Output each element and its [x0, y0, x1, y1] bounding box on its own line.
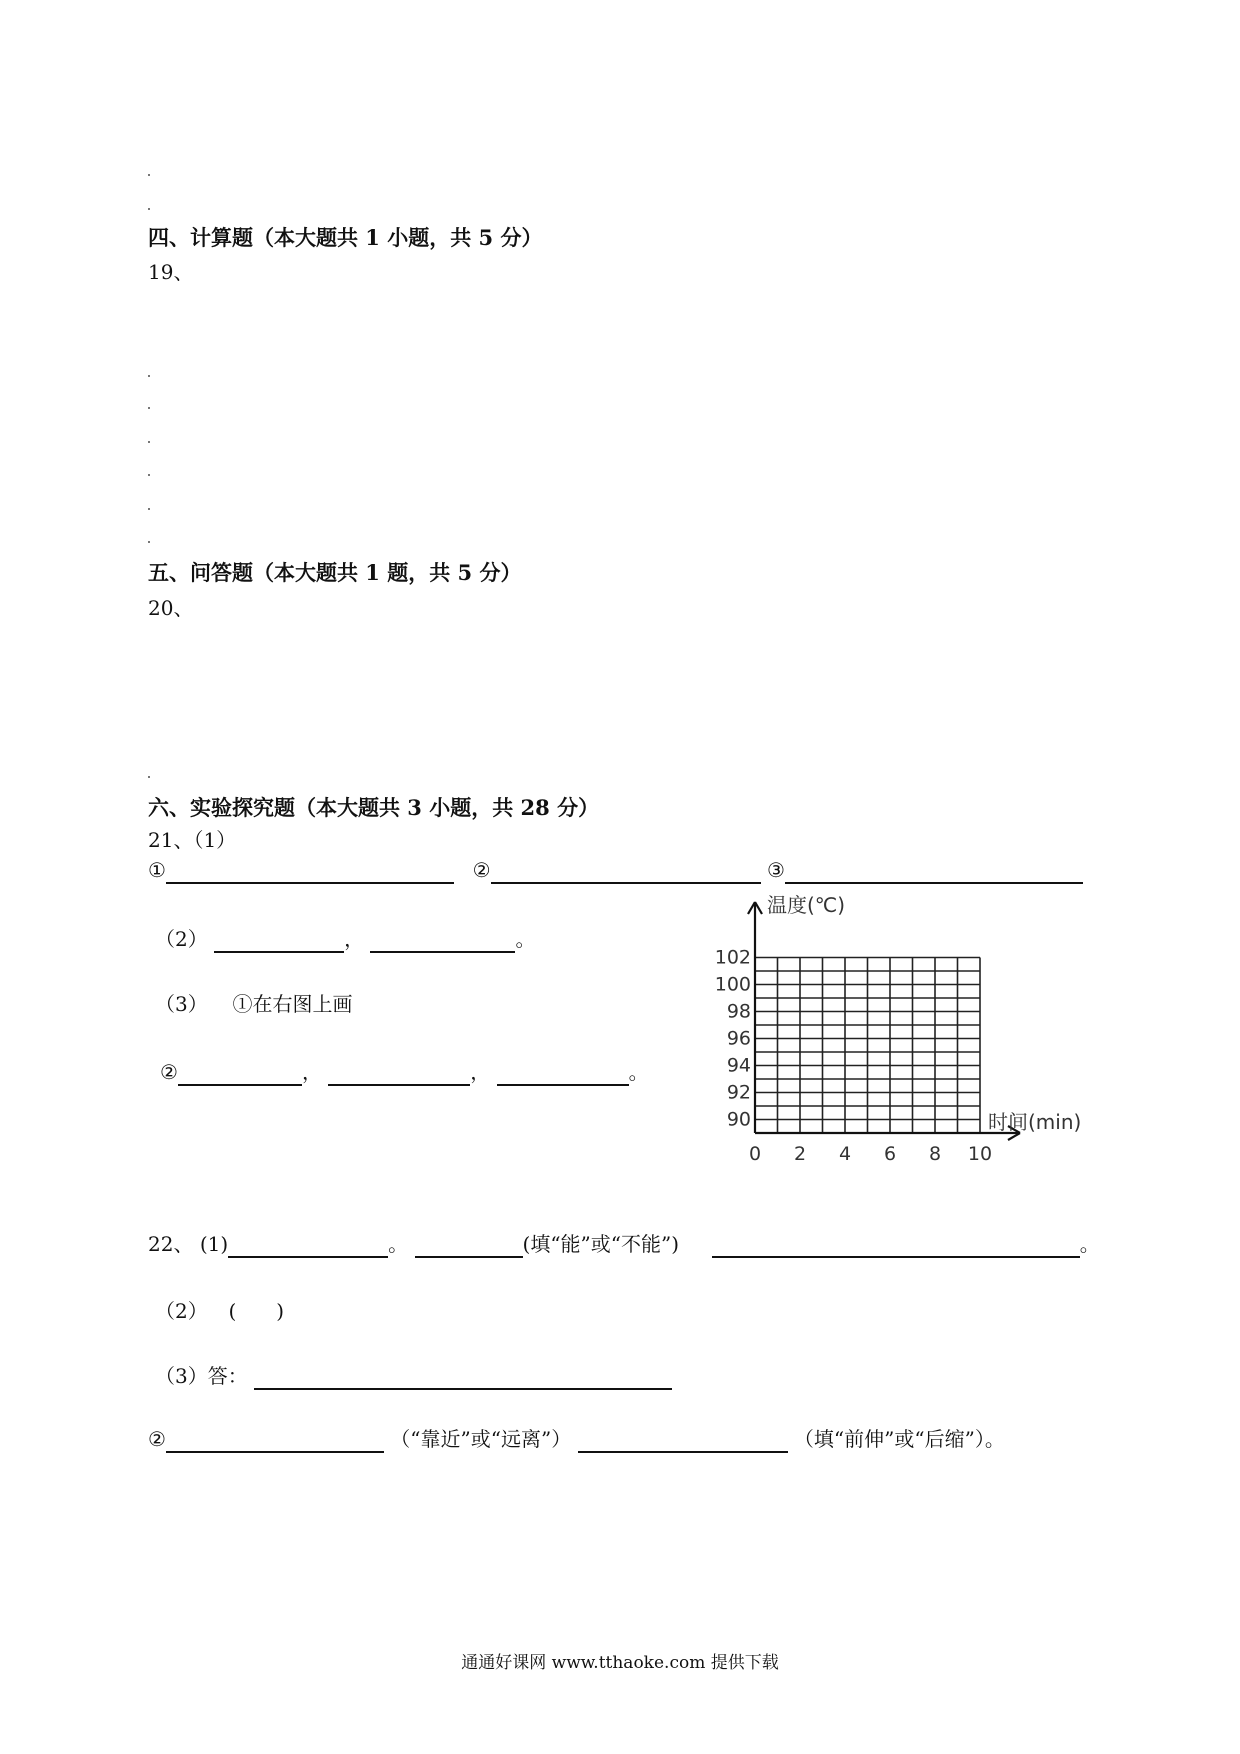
y-tick-label: 98 [726, 1000, 751, 1023]
q21-part3-label: （3） [155, 992, 208, 1016]
q22-hint-near-far: （“靠近”或“远离”） [390, 1427, 572, 1451]
paragraph-mark [148, 441, 150, 443]
paragraph-mark [148, 541, 150, 543]
x-tick-label: 4 [838, 1143, 852, 1165]
question-20-label: 20、 [148, 596, 194, 620]
period: 。 [1079, 1232, 1100, 1256]
section-6-title: 六、实验探究题（本大题共 3 小题，共 28 分） [148, 795, 600, 820]
q22-part3-row [155, 1362, 672, 1390]
y-tick-label: 102 [714, 946, 751, 969]
paragraph-mark [148, 474, 150, 476]
period: 。 [628, 1060, 649, 1084]
comma: ， [344, 927, 365, 951]
section-5-title: 五、问答题（本大题共 1 题，共 5 分） [148, 560, 522, 585]
q22-label: 22、 [148, 1232, 194, 1256]
q22-part3-label: （3）答： [155, 1364, 248, 1388]
paragraph-mark [148, 208, 150, 210]
q22-fill-hint: (填“能”或“不能”) [522, 1232, 680, 1256]
q21-part3-text: ①在右图上画 [232, 992, 353, 1016]
q21-part1-row [148, 856, 1083, 884]
q22-circle-2: ② [148, 1427, 166, 1451]
q22-part1-label: (1) [199, 1232, 229, 1256]
q22-part2-row [155, 1297, 284, 1325]
q22-part3-2-row [148, 1425, 1005, 1453]
paragraph-mark [148, 776, 150, 778]
q22-blank-near-far[interactable] [166, 1429, 384, 1453]
paragraph-mark [148, 174, 150, 176]
q21-part3-row [155, 990, 352, 1018]
q21-part3-blank-2[interactable] [328, 1062, 470, 1086]
y-tick-label: 100 [714, 973, 751, 996]
q21-part3-blank-1[interactable] [178, 1062, 302, 1086]
q21-part3-circle-2: ② [160, 1060, 178, 1084]
x-tick-label: 0 [748, 1143, 762, 1165]
x-tick-label: 10 [967, 1143, 993, 1165]
q21-part2-row [155, 925, 535, 953]
q22-part1-blank-2[interactable] [415, 1234, 523, 1258]
x-tick-label: 8 [928, 1143, 942, 1165]
question-19-label: 19、 [148, 260, 194, 284]
y-tick-label: 92 [726, 1081, 751, 1104]
q22-hint-extend-retract: （填“前伸”或“后缩”）。 [793, 1427, 1005, 1451]
q22-part1-blank-3[interactable] [712, 1234, 1080, 1258]
x-tick-label: 6 [883, 1143, 897, 1165]
temperature-time-chart [700, 890, 1120, 1170]
x-axis-label: 时间(min) [988, 1110, 1082, 1134]
period: 。 [388, 1232, 409, 1256]
q22-part3-blank[interactable] [254, 1366, 672, 1390]
comma: ， [301, 1060, 322, 1084]
q21-circle-3: ③ [766, 858, 785, 882]
q21-part2-label: （2） [155, 927, 208, 951]
q21-blank-2[interactable] [491, 860, 761, 884]
q21-blank-1[interactable] [166, 860, 454, 884]
q22-part2-label: （2） [155, 1299, 208, 1323]
paragraph-mark [148, 407, 150, 409]
footer-credit: 通通好课网 www.tthaoke.com 提供下载 [461, 1653, 779, 1673]
comma: ， [470, 1060, 491, 1084]
q21-part2-blank-2[interactable] [370, 929, 515, 953]
q21-circle-2: ② [472, 858, 491, 882]
period: 。 [515, 927, 536, 951]
question-21-label: 21、（1） [148, 828, 237, 852]
paragraph-mark [148, 508, 150, 510]
y-axis-label: 温度(℃) [767, 893, 846, 917]
q22-part1-blank-1[interactable] [228, 1234, 388, 1258]
y-tick-label: 90 [726, 1108, 751, 1131]
y-tick-label: 96 [726, 1027, 751, 1050]
q21-circle-1: ① [148, 858, 166, 882]
section-4-title: 四、计算题（本大题共 1 小题，共 5 分） [148, 225, 543, 250]
paragraph-mark [148, 375, 150, 377]
y-tick-label: 94 [726, 1054, 751, 1077]
q21-part2-blank-1[interactable] [214, 929, 344, 953]
q22-part2-paren[interactable]: ( ) [228, 1299, 285, 1323]
q22-part1-row [148, 1230, 1100, 1258]
q22-blank-extend-retract[interactable] [578, 1429, 788, 1453]
q21-blank-3[interactable] [785, 860, 1083, 884]
q21-part3-blank-3[interactable] [497, 1062, 629, 1086]
q21-part3-2-row [160, 1058, 649, 1086]
x-tick-label: 2 [793, 1143, 807, 1165]
